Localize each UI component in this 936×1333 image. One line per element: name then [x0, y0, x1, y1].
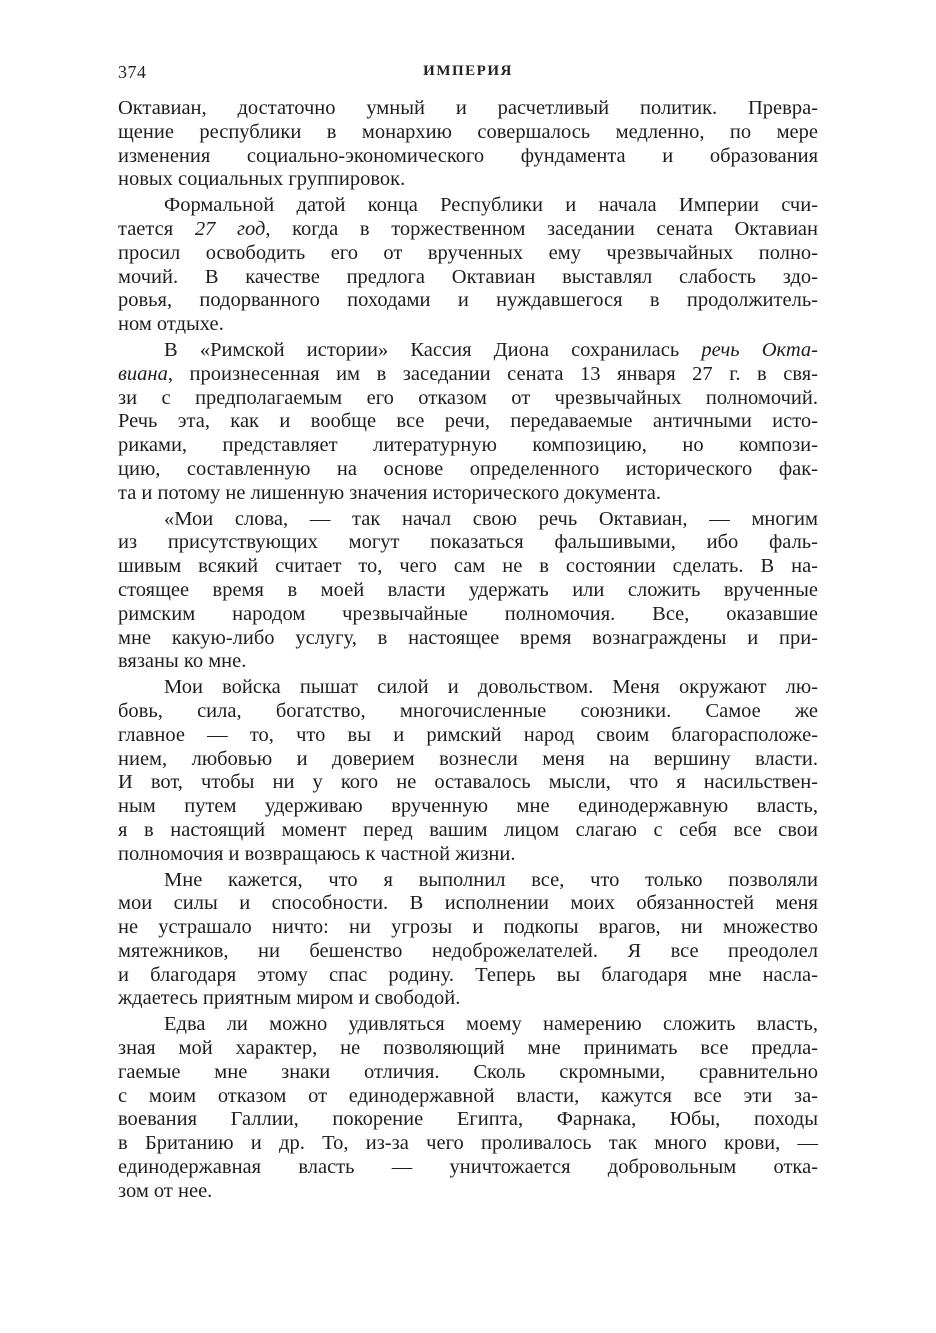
paragraph — [118, 194, 818, 337]
text-segment: зи с предполагаемым его отказом от чрезвычайных полномочий. — [118, 386, 818, 409]
text-line — [118, 482, 818, 506]
text-line — [118, 458, 818, 482]
text-line — [118, 1085, 818, 1109]
text-segment: ждаетесь приятным миром и свободой. — [118, 987, 461, 1010]
italic-text: 27 год — [194, 217, 266, 240]
text-segment: зная мой характер, не позволяющий мне принимать все предла- — [118, 1037, 818, 1060]
text-line — [118, 531, 818, 555]
text-line — [118, 555, 818, 579]
text-line — [118, 819, 818, 843]
paragraph — [118, 97, 818, 192]
text-segment: В «Римской истории» Кассия Диона сохранилась — [164, 338, 702, 361]
text-line — [118, 579, 818, 603]
running-title: ИМПЕРИЯ — [423, 63, 513, 79]
text-line — [118, 940, 818, 964]
text-segment: цию, составленную на основе определенного исторического фак- — [118, 457, 818, 480]
text-line — [118, 1156, 818, 1180]
text-line — [118, 434, 818, 458]
text-line — [118, 242, 818, 266]
text-segment: изменения социально-экономического фундамента и образования — [118, 144, 818, 167]
text-segment: , произнесенная им в заседании сената 13 января 27 г. в свя- — [167, 362, 818, 385]
text-line — [118, 724, 818, 748]
text-segment: Едва ли можно удивляться моему намерению сложить власть, — [164, 1013, 818, 1036]
text-segment: вязаны ко мне. — [118, 650, 247, 673]
text-line — [118, 892, 818, 916]
text-segment: в Британию и др. То, из-за чего проливалось так много крови, — — [118, 1132, 818, 1155]
text-segment: риками, представляет литературную композицию, но компози- — [118, 434, 818, 457]
text-segment: Октавиан, достаточно умный и расчетливый политик. Превра- — [118, 97, 818, 119]
text-line — [118, 363, 818, 387]
text-segment: стоящее время в моей власти удержать или сложить врученные — [118, 578, 818, 601]
text-segment: полномочия и возвращаюсь к частной жизни. — [118, 842, 516, 865]
text-line — [118, 650, 818, 674]
text-segment: зом от нее. — [118, 1179, 213, 1202]
running-head — [118, 62, 818, 86]
paragraph — [118, 508, 818, 675]
text-segment: Мои войска пышат силой и довольством. Меня окружают лю- — [164, 676, 818, 699]
text-segment: с моим отказом от единодержавной власти, кажутся все эти за- — [118, 1084, 818, 1107]
text-line — [118, 339, 818, 363]
text-line — [118, 627, 818, 651]
text-segment: и благодаря этому спас родину. Теперь вы благодаря мне насла- — [118, 963, 818, 986]
text-line — [118, 508, 818, 532]
text-segment: бовь, сила, богатство, многочисленные союзники. Самое же — [118, 699, 818, 722]
text-segment: щение республики в монархию совершалось медленно, по мере — [118, 120, 818, 143]
text-segment: просил освободить его от врученных ему чрезвычайных полно- — [118, 241, 818, 264]
text-segment: тается — [118, 217, 195, 240]
text-line — [118, 916, 818, 940]
text-segment: Речь эта, как и вообще все речи, передаваемые античными исто- — [118, 410, 818, 433]
text-line — [118, 121, 818, 145]
text-line — [118, 168, 818, 192]
italic-text: виана — [118, 362, 168, 385]
text-segment: я в настоящий момент перед вашим лицом слагаю с себя все свои — [118, 818, 818, 841]
paragraph — [118, 676, 818, 866]
text-line — [118, 1013, 818, 1037]
text-segment: ровья, подорванного походами и нуждавшегося в продолжитель- — [118, 289, 818, 312]
text-line — [118, 1180, 818, 1204]
text-line — [118, 676, 818, 700]
text-line — [118, 218, 818, 242]
paragraph — [118, 1013, 818, 1203]
text-segment: И вот, чтобы ни у кого не оставалось мысли, что я насильствен- — [118, 771, 818, 794]
text-segment: новых социальных группировок. — [118, 168, 406, 191]
text-line — [118, 387, 818, 411]
text-segment: воевания Галлии, покорение Египта, Фарнака, Юбы, походы — [118, 1108, 818, 1131]
text-segment: единодержавная власть — уничтожается добровольным отка- — [118, 1156, 818, 1179]
text-segment: мои силы и способности. В исполнении моих обязанностей меня — [118, 892, 818, 915]
text-line — [118, 603, 818, 627]
page-number: 374 — [118, 62, 147, 82]
text-line — [118, 987, 818, 1011]
text-line — [118, 410, 818, 434]
paragraph — [118, 339, 818, 506]
italic-text: речь Окта- — [701, 338, 818, 361]
text-line — [118, 964, 818, 988]
text-line — [118, 1061, 818, 1085]
text-segment: мне какую-либо услугу, в настоящее время вознаграждены и при- — [118, 626, 818, 649]
text-line — [118, 748, 818, 772]
text-line — [118, 194, 818, 218]
text-line — [118, 289, 818, 313]
text-line — [118, 795, 818, 819]
text-line — [118, 843, 818, 867]
body-text — [118, 97, 818, 1206]
text-line — [118, 1108, 818, 1132]
text-segment: шивым всякий считает то, чего сам не в состоянии сделать. В на- — [118, 555, 818, 578]
text-segment: римским народом чрезвычайные полномочия. Все, оказавшие — [118, 602, 818, 625]
text-segment: мочий. В качестве предлога Октавиан выставлял слабость здо- — [118, 265, 818, 288]
text-line — [118, 869, 818, 893]
text-segment: Мне кажется, что я выполнил все, что только позволяли — [164, 868, 818, 891]
text-segment: ном отдыхе. — [118, 313, 224, 336]
text-segment: не устрашало ничто: ни угрозы и подкопы врагов, ни множество — [118, 916, 818, 939]
text-line — [118, 313, 818, 337]
text-segment: , когда в торжественном заседании сената Октавиан — [265, 217, 818, 240]
paragraph — [118, 869, 818, 1012]
text-segment: мятежников, ни бешенство недоброжелателей. Я все преодолел — [118, 939, 818, 962]
text-line — [118, 1037, 818, 1061]
text-line — [118, 1132, 818, 1156]
text-segment: из присутствующих могут показаться фальшивыми, ибо фаль- — [118, 531, 818, 554]
text-segment: гаемые мне знаки отличия. Сколь скромными, сравнительно — [118, 1060, 818, 1083]
text-segment: Формальной датой конца Республики и начала Империи счи- — [164, 194, 818, 217]
text-line — [118, 145, 818, 169]
text-line — [118, 771, 818, 795]
text-line — [118, 266, 818, 290]
text-line — [118, 700, 818, 724]
text-segment: та и потому не лишенную значения исторического документа. — [118, 481, 662, 504]
text-segment: главное — то, что вы и римский народ своим благорасположе- — [118, 723, 818, 746]
text-segment: нием, любовью и доверием вознесли меня на вершину власти. — [118, 747, 818, 770]
text-segment: ным путем удерживаю врученную мне единодержавную власть, — [118, 795, 818, 818]
text-segment: «Мои слова, — так начал свою речь Октавиан, — многим — [164, 507, 818, 530]
text-line — [118, 97, 818, 121]
